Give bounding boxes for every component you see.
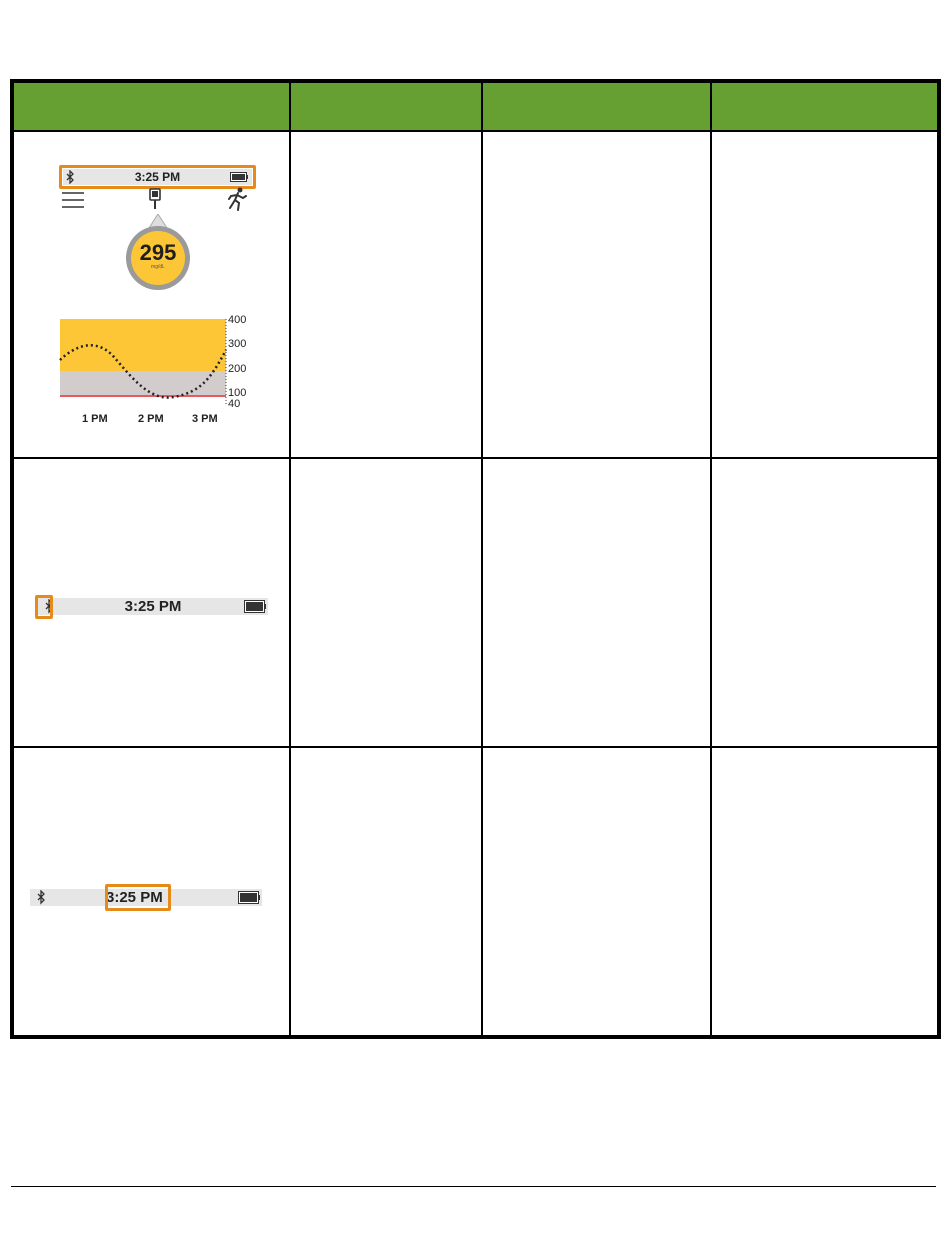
sensor-transmitter-icon[interactable] [149,188,161,210]
y-tick-40: 40 [228,398,241,410]
status-time: 3:25 PM [134,170,181,184]
menu-icon[interactable] [62,190,84,210]
y-tick-300: 300 [228,338,247,350]
target-zone [60,371,226,395]
glucose-value: 295 [139,240,177,265]
time-highlight [105,884,171,911]
status-time: 3:25 PM [106,889,163,906]
status-bar [38,598,268,615]
status-time: 3:25 PM [124,598,182,615]
x-tick-3pm: 3 PM [192,413,218,425]
column-divider [481,83,483,1035]
x-tick-2pm: 2 PM [138,413,164,425]
column-divider [289,83,291,1035]
column-divider [710,83,712,1035]
battery-icon [244,600,266,613]
glucose-unit: mg/dL [151,264,165,270]
header-cell-2 [291,83,481,130]
table-row-3-screen [14,748,289,1035]
x-tick-1pm: 1 PM [82,413,108,425]
y-tick-400: 400 [228,314,247,326]
y-tick-200: 200 [228,363,247,375]
activity-runner-icon[interactable] [226,187,248,211]
table-header-row [14,83,937,130]
high-zone [60,319,226,371]
header-cell-3 [483,83,710,130]
table-row-2-screen [14,459,289,746]
bluetooth-icon [36,890,46,905]
y-tick-100: 100 [228,387,247,399]
header-cell-1 [14,83,289,130]
battery-icon [238,891,260,904]
status-bar-highlight [59,165,256,189]
bluetooth-highlight [35,595,53,619]
footer-divider [11,1186,936,1187]
table-row-1-screen [14,132,289,457]
header-cell-4 [712,83,937,130]
comparison-table [10,79,941,1039]
